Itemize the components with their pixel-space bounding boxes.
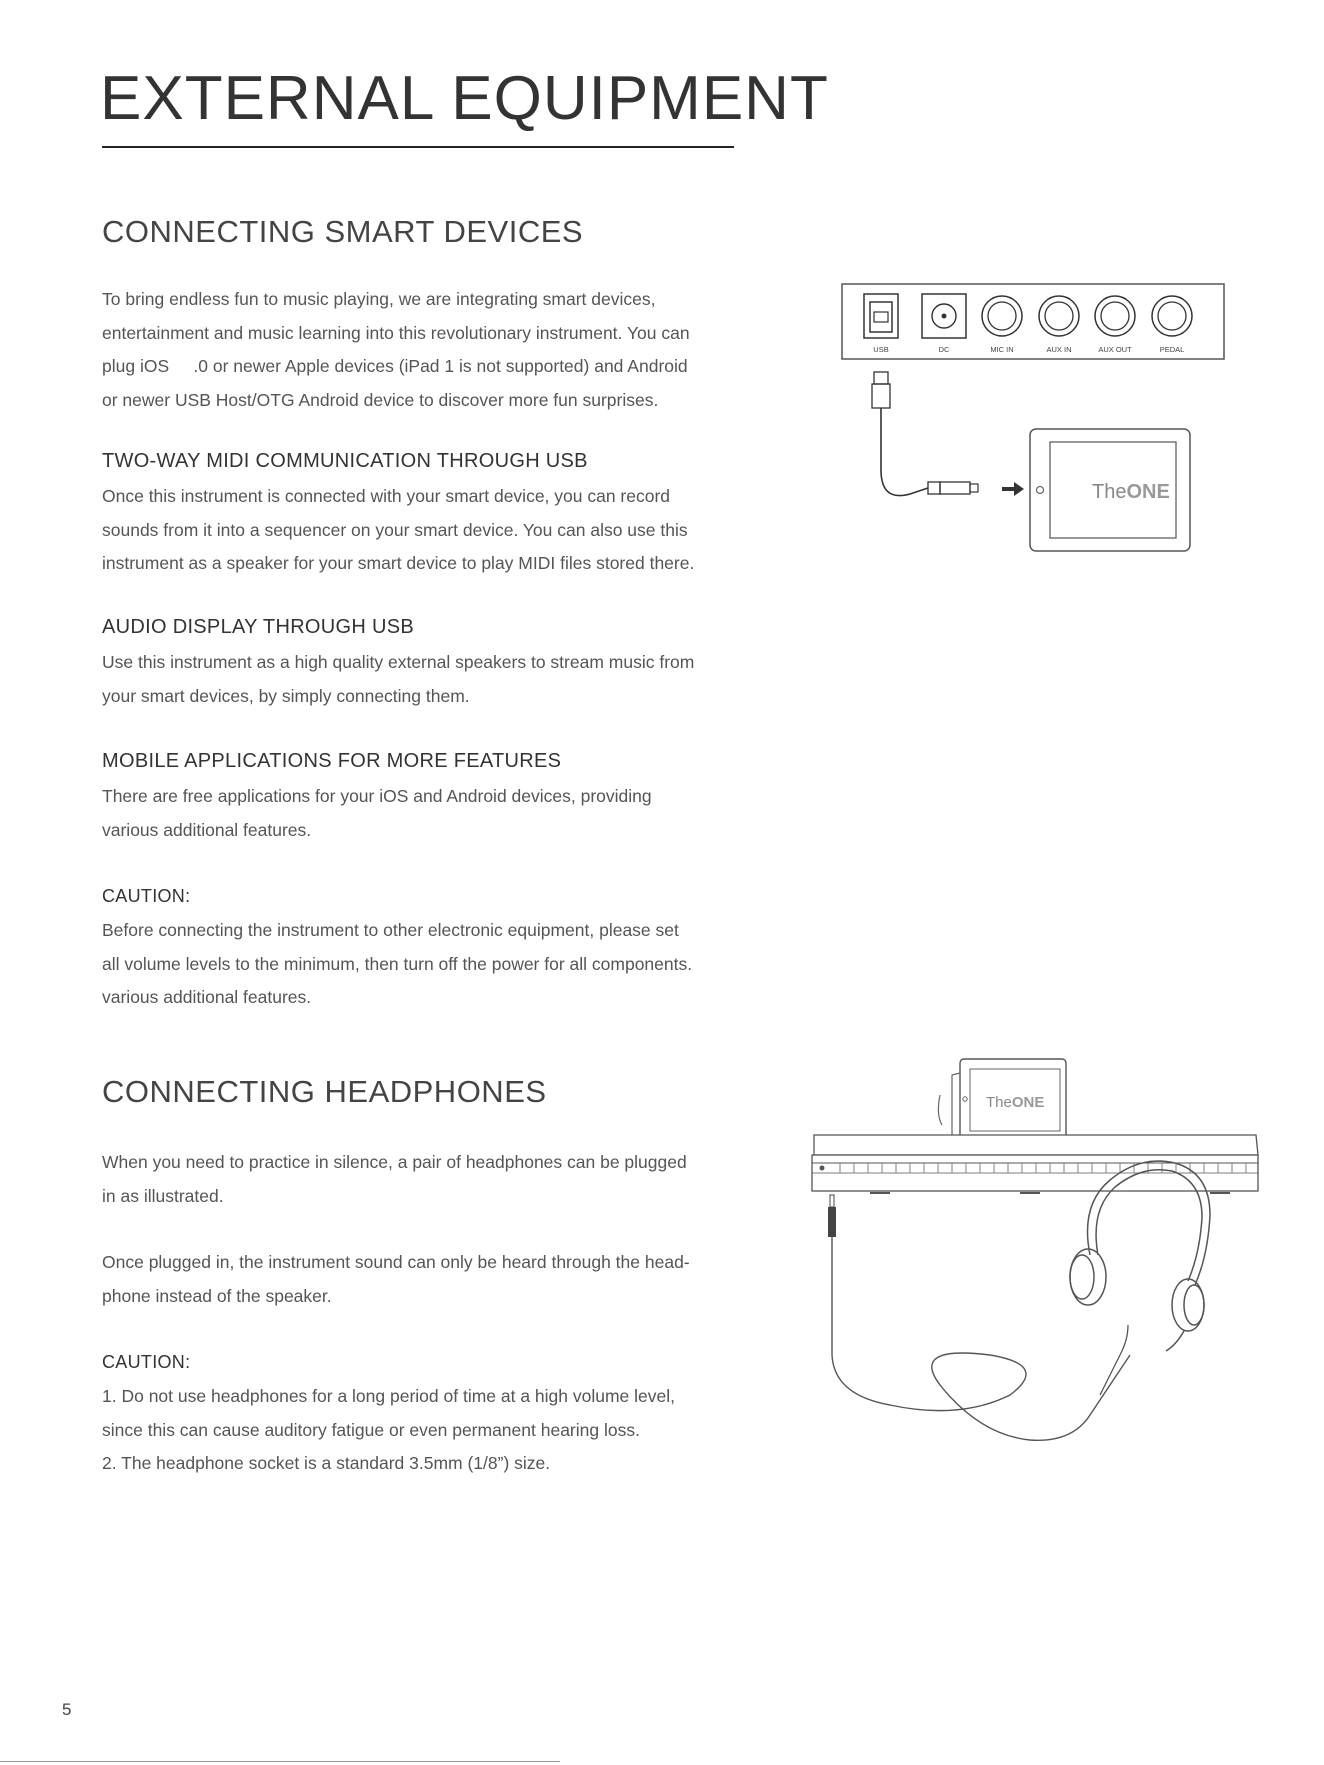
text-line: instrument as a speaker for your smart device to play MIDI files stored there. <box>102 553 695 573</box>
port-label: AUX IN <box>1046 345 1072 354</box>
text-line: in as illustrated. <box>102 1185 224 1206</box>
caution-paragraph-smart <box>102 914 762 1015</box>
text-line: Once this instrument is connected with your smart device, you can record <box>102 486 671 506</box>
caution-heading-headphones: CAUTION: <box>102 1352 191 1372</box>
text-line: your smart devices, by simply connecting them. <box>102 685 470 706</box>
sub-heading-midi: TWO-WAY MIDI COMMUNICATION THROUGH USB <box>102 450 588 472</box>
headphones-paragraph-2 <box>102 1246 762 1313</box>
text-line: Before connecting the instrument to other electronic equipment, please set <box>102 920 679 940</box>
keyboard-icon <box>812 1135 1258 1193</box>
text-line: Once plugged in, the instrument sound can only be heard through the head- <box>102 1252 690 1272</box>
text-line: Use this instrument as a high quality external speakers to stream music from <box>102 652 695 672</box>
text-line: To bring endless fun to music playing, we are integrating smart devices, <box>102 289 656 309</box>
arrow-right-icon <box>1002 482 1024 496</box>
section-heading-headphones: CONNECTING HEADPHONES <box>102 1074 547 1109</box>
usb-connection-illustration <box>830 280 1250 560</box>
caution-paragraph-headphones <box>102 1380 762 1481</box>
text-line: sounds from it into a sequencer on your smart device. You can also use this <box>102 519 688 540</box>
port-label: PEDAL <box>1159 345 1185 354</box>
text-line: When you need to practice in silence, a pair of headphones can be plugged <box>102 1152 687 1172</box>
footer-divider <box>0 1761 560 1762</box>
text-line: 1. Do not use headphones for a long period of time at a high volume level, <box>102 1386 676 1406</box>
apps-paragraph <box>102 780 762 847</box>
tablet-logo-text: TheONE <box>1092 481 1170 503</box>
sub-heading-apps: MOBILE APPLICATIONS FOR MORE FEATURES <box>102 750 562 772</box>
text-line: plug iOS .0 or newer Apple devices (iPad 1 is not supported) and Android <box>102 356 688 376</box>
midi-paragraph <box>102 480 762 581</box>
text-line: entertainment and music learning into this revolutionary instrument. You can <box>102 322 690 343</box>
audio-paragraph <box>102 646 762 713</box>
text-line: or newer USB Host/OTG Android device to discover more fun surprises. <box>102 389 659 410</box>
text-line: since this can cause auditory fatigue or even permanent hearing loss. <box>102 1419 640 1440</box>
title-divider <box>102 146 734 148</box>
caution-heading-smart: CAUTION: <box>102 886 191 906</box>
text-line: phone instead of the speaker. <box>102 1285 332 1306</box>
headphone-cable-icon <box>828 1195 1130 1440</box>
text-line: various additional features. <box>102 819 312 840</box>
port-label: DC <box>938 345 950 354</box>
port-label: MIC IN <box>990 345 1014 354</box>
section-heading-smart-devices: CONNECTING SMART DEVICES <box>102 214 584 249</box>
port-label: USB <box>873 345 889 354</box>
headphones-illustration <box>810 1055 1260 1475</box>
tablet-logo-text: TheONE <box>986 1094 1045 1111</box>
text-line: 2. The headphone socket is a standard 3.5mm (1/8”) size. <box>102 1453 551 1473</box>
headphones-paragraph-1 <box>102 1146 762 1213</box>
sub-heading-audio: AUDIO DISPLAY THROUGH USB <box>102 616 415 638</box>
usb-cable-icon <box>872 372 978 496</box>
smart-devices-intro <box>102 283 762 417</box>
text-line: various additional features. <box>102 987 312 1007</box>
text-line: There are free applications for your iOS and Android devices, providing <box>102 786 652 806</box>
port-label: AUX OUT <box>1098 345 1132 354</box>
page-title: EXTERNAL EQUIPMENT <box>100 64 829 133</box>
page-number: 5 <box>62 1700 72 1719</box>
text-line: all volume levels to the minimum, then turn off the power for all components. <box>102 953 693 974</box>
